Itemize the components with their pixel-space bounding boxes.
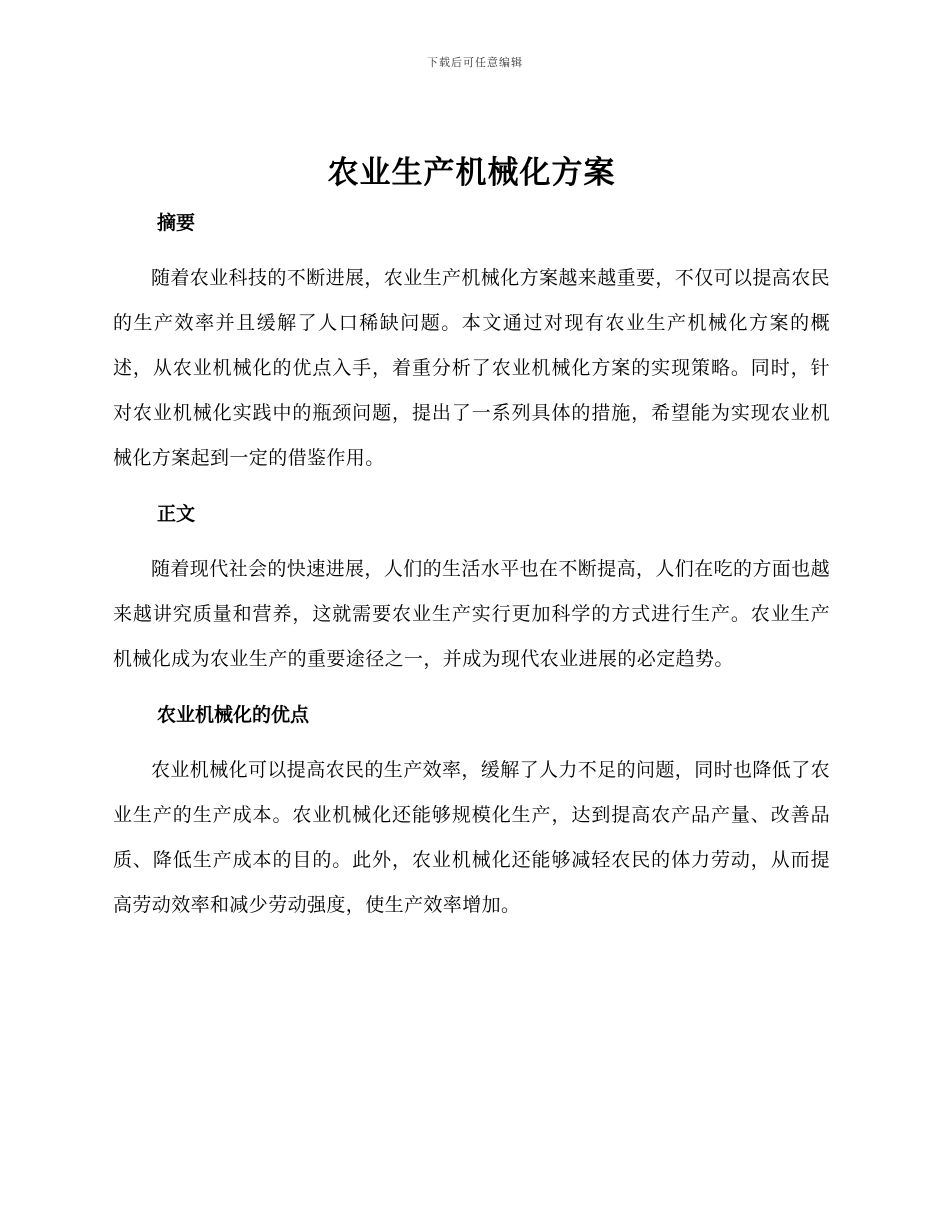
abstract-paragraph: 随着农业科技的不断进展，农业生产机械化方案越来越重要，不仅可以提高农民的生产效率并且缓解了人口稀缺问题。本文通过对现有农业生产机械化方案的概述，从农业机械化的优点入手，着重分析了农业机械化方案的实现策略。同时，针对农业机械化实践中的瓶颈问题，提出了一系列具体的措施，希望能为实现农业机械化方案起到一定的借鉴作用。 — [113, 267, 831, 469]
page-header-note: 下载后可任意编辑 — [427, 56, 523, 69]
advantages-heading: 农业机械化的优点 — [157, 704, 310, 726]
document-content — [113, 150, 830, 928]
abstract-heading: 摘要 — [157, 212, 196, 234]
body-heading: 正文 — [157, 503, 196, 525]
advantages-paragraph: 农业机械化可以提高农民的生产效率，缓解了人力不足的问题，同时也降低了农业生产的生产成本。农业机械化还能够规模化生产，达到提高农产品产量、改善品质、降低生产成本的目的。此外，农业机械化还能够减轻农民的体力劳动，从而提高劳动效率和减少劳动强度，使生产效率增加。 — [113, 759, 831, 916]
body-paragraph: 随着现代社会的快速进展，人们的生活水平也在不断提高，人们在吃的方面也越来越讲究质量和营养，这就需要农业生产实行更加科学的方式进行生产。农业生产机械化成为农业生产的重要途径之一，并成为现代农业进展的必定趋势。 — [113, 558, 831, 670]
document-title: 农业生产机械化方案 — [327, 155, 616, 191]
